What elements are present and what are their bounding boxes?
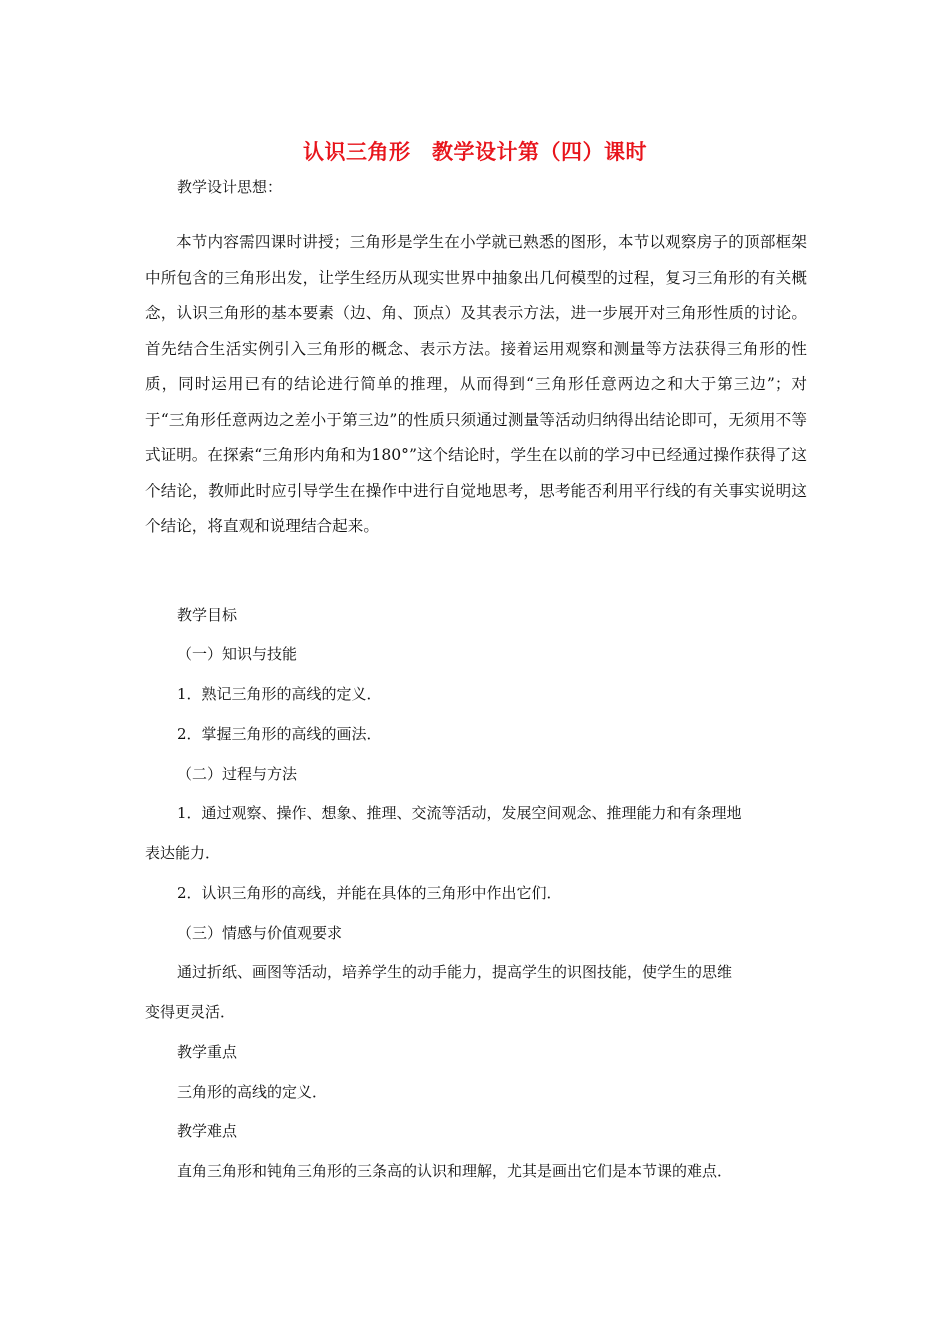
key-point-heading: 教学重点 [177,1043,238,1061]
section2-item1-line1: 1．通过观察、操作、想象、推理、交流等活动，发展空间观念、推理能力和有条理地 [177,804,742,822]
difficulty-heading: 教学难点 [177,1122,238,1140]
section2-heading: （二）过程与方法 [177,765,298,783]
section1-heading: （一）知识与技能 [177,645,298,663]
section2-item2: 2．认识三角形的高线，并能在具体的三角形中作出它们． [177,884,562,902]
objectives-heading: 教学目标 [177,606,238,624]
design-thought-paragraph: 本节内容需四课时讲授；三角形是学生在小学就已熟悉的图形，本节以观察房子的顶部框架中所包含的三角形出发，让学生经历从现实世界中抽象出几何模型的过程，复习三角形的有关概念，认识三角形的基本要素（边、角、顶点）及其表示方法，进一步展开对三角形性质的讨论。首先结合生活实例引入三角形的概念、表示方法。接着运用观察和测量等方法获得三角形的性质，同时运用已有的结论进行简单的推理，从而得到“三角形任意两边之和大于第三边”；对于“三角形任意两边之差小于第三边”的性质只须通过测量等活动归纳得出结论即可，无须用不等式证明。在探索“三角形内角和为180°”这个结论时，学生在以前的学习中已经通过操作获得了这个结论，教师此时应引导学生在操作中进行自觉地思考，思考能否利用平行线的有关事实说明这个结论，将直观和说理结合起来。 [145,233,807,535]
section3-text-line2: 变得更灵活． [145,1003,236,1021]
section3-text-line1: 通过折纸、画图等活动，培养学生的动手能力，提高学生的识图技能，使学生的思维 [177,963,733,981]
section3-heading: （三）情感与价值观要求 [177,924,343,942]
section1-item1: 1．熟记三角形的高线的定义． [177,685,382,703]
difficulty-text: 直角三角形和钝角三角形的三条高的认识和理解，尤其是画出它们是本节课的难点． [177,1162,733,1180]
key-point-text: 三角形的高线的定义． [177,1083,328,1101]
document-title: 认识三角形 教学设计第（四）课时 [303,140,647,164]
section2-item1-line2: 表达能力． [145,844,221,862]
design-thought-heading: 教学设计思想： [177,178,283,196]
section1-item2: 2．掌握三角形的高线的画法． [177,725,382,743]
